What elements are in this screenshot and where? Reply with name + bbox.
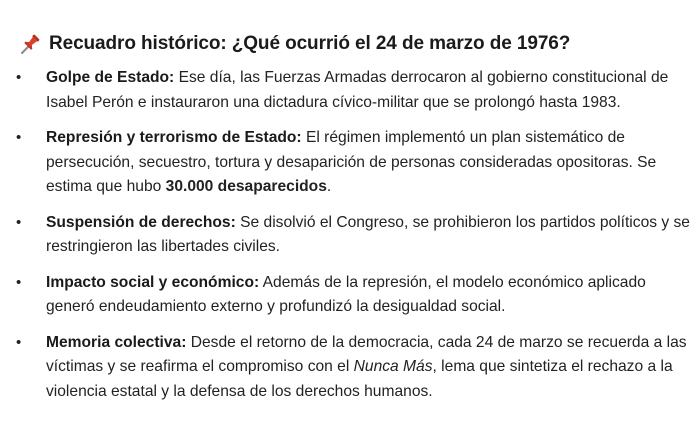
box-heading	[18, 30, 570, 58]
list-item	[0, 66, 695, 115]
item-term: Memoria colectiva:	[46, 333, 187, 351]
pushpin-icon	[18, 32, 42, 56]
item-term: Golpe de Estado:	[46, 69, 175, 86]
bullet-icon: •	[16, 129, 22, 146]
item-highlight: 30.000 desaparecidos	[165, 178, 327, 195]
item-text: Se disolvió el Congreso, se prohibieron los partidos políticos y se restringieron las libertades civiles.	[46, 213, 690, 255]
item-term: Represión y terrorismo de Estado:	[46, 129, 302, 146]
heading-title: Recuadro histórico: ¿Qué ocurrió el 24 de marzo de 1976?	[49, 33, 571, 54]
bullet-icon: •	[16, 333, 22, 351]
list-item	[0, 126, 695, 200]
list-item	[0, 211, 695, 260]
list-item	[0, 331, 695, 405]
bullet-icon: •	[16, 273, 22, 291]
item-term: Impacto social y económico:	[46, 273, 260, 291]
list-item	[0, 271, 695, 320]
item-italic: Nunca Más	[353, 358, 433, 375]
bullet-icon: •	[16, 213, 22, 231]
item-text-after: , lema que sintetiza el rechazo a la violencia estatal y la defensa de los derechos humanos.	[46, 358, 673, 400]
item-text: Además de la represión, el modelo económico aplicado generó endeudamiento externo y profundizó la desigualdad social.	[46, 273, 646, 315]
item-text: El régimen implementó un plan sistemático de persecución, secuestro, tortura y desaparición de personas consideradas opositoras. Se estima que hubo	[46, 129, 657, 195]
item-term: Suspensión de derechos:	[46, 213, 236, 231]
item-text: Ese día, las Fuerzas Armadas derrocaron al gobierno constitucional de Isabel Perón e instauraron una dictadura cívico-militar que se prolongó hasta 1983.	[46, 69, 669, 111]
item-text: Desde el retorno de la democracia, cada 24 de marzo se recuerda a las víctimas y se reafirma el compromiso con el	[46, 333, 687, 375]
item-text-after: .	[326, 178, 332, 195]
bullet-icon: •	[16, 69, 22, 86]
fact-list	[0, 66, 695, 415]
